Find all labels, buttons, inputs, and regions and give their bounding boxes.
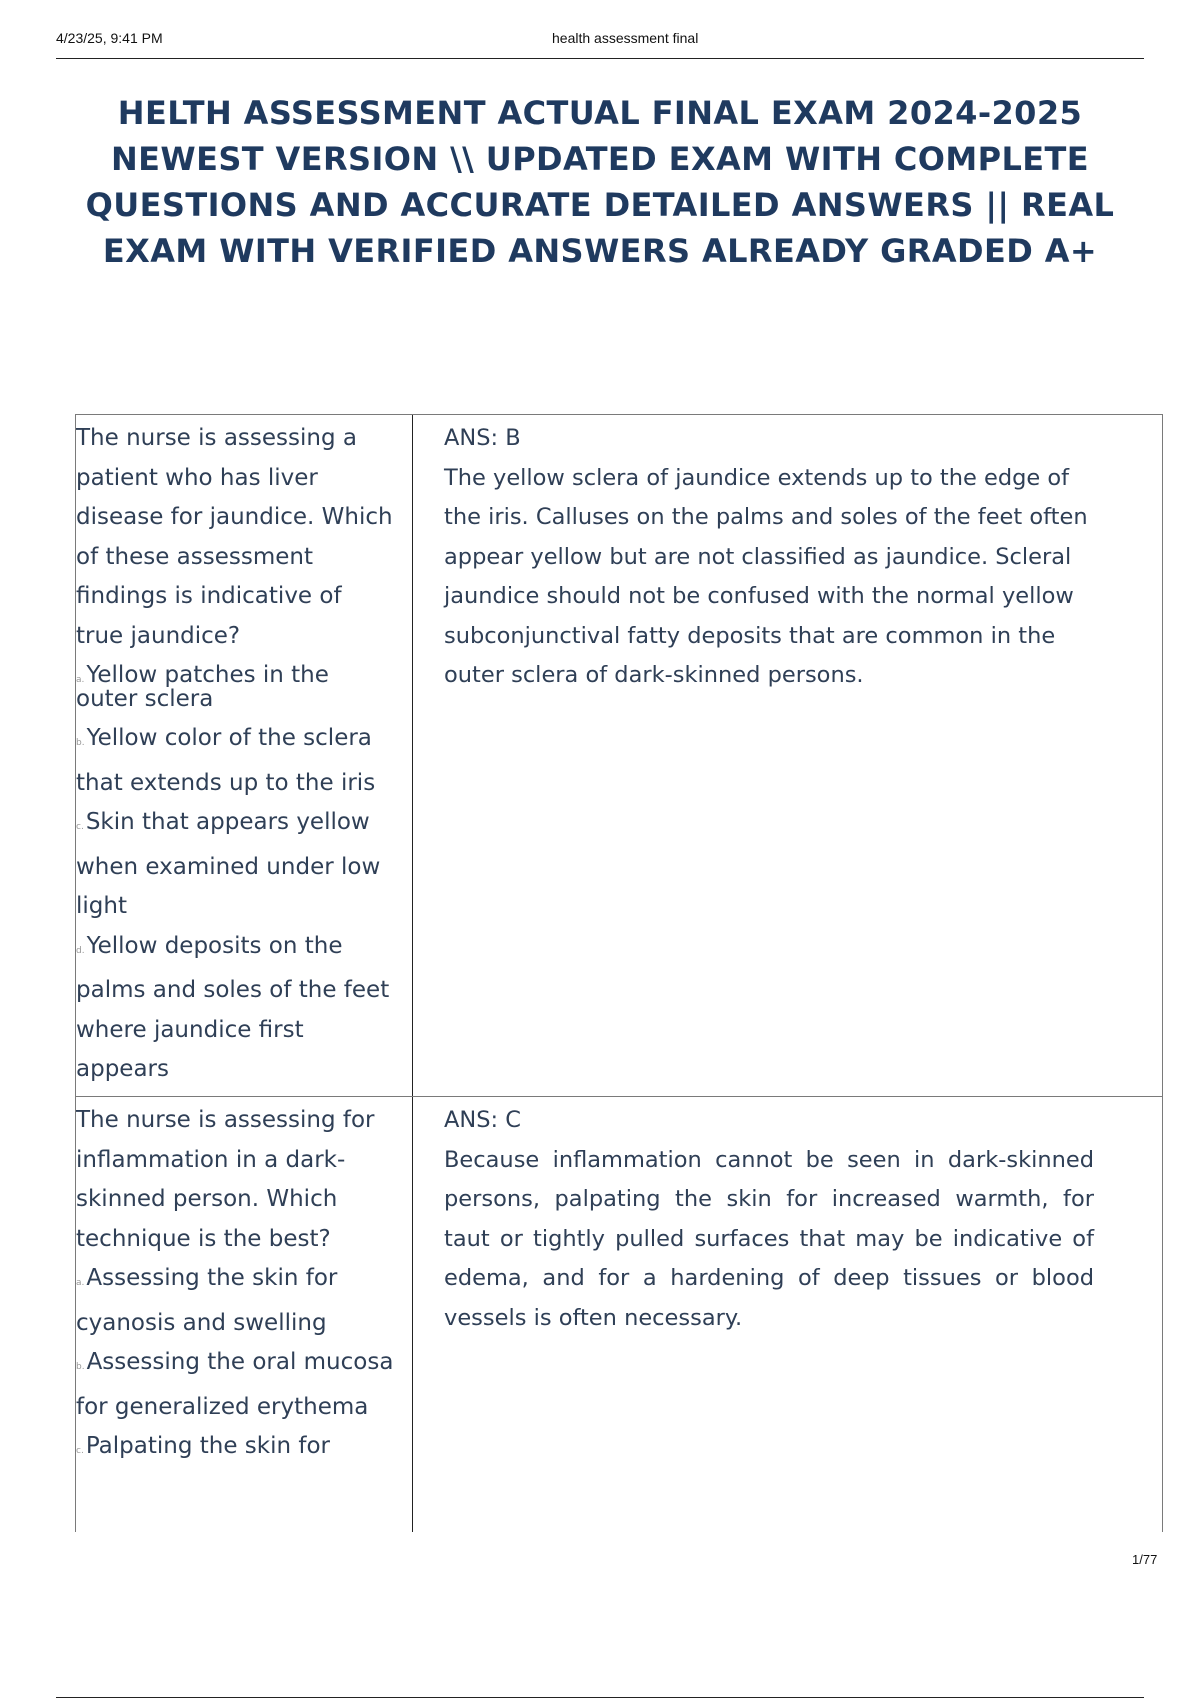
option-a: a.Assessing the skin for cyanosis and swelling	[76, 1265, 338, 1336]
option-c: c.Palpating the skin for	[76, 1433, 330, 1459]
qa-table	[75, 414, 1163, 1532]
option-b: b.Assessing the oral mucosa for generalized erythema	[76, 1349, 394, 1420]
question-cell	[76, 419, 396, 1090]
qa-row	[76, 1097, 1162, 1532]
option-d: d.Yellow deposits on the palms and soles of the feet where jaundice first appears	[76, 932, 390, 1082]
footer-rule	[56, 1697, 1144, 1698]
question-cell	[76, 1101, 396, 1472]
exam-title: HELTH ASSESSMENT ACTUAL FINAL EXAM 2024-2025 NEWEST VERSION \\ UPDATED EXAM WITH COMPLETE QUESTIONS AND ACCURATE DETAILED ANSWERS || REAL EXAM WITH VERIFIED ANSWERS ALREADY GRADED A+	[85, 94, 1115, 270]
rationale-text: Because inflammation cannot be seen in dark-skinned persons, palpating the skin for increased warmth, for taut or tightly pulled surfaces that may be indicative of edema, and for a hardening of deep tissues or blood vessels is often necessary.	[444, 1146, 1094, 1331]
question-stem: The nurse is assessing a patient who has liver disease for jaundice. Which of these assessment findings is indicative of true jaundice?	[76, 425, 393, 649]
print-date: 4/23/25, 9:41 PM	[56, 30, 163, 46]
rationale-text: The yellow sclera of jaundice extends up to the edge of the iris. Calluses on the palms and soles of the feet often appear yellow but are not classified as jaundice. Scleral jaundice should not be confused with the normal yellow subconjunctival fatty deposits that are common in the outer sclera of dark-skinned persons.	[444, 464, 1088, 688]
option-a: a.Yellow patches in the outer sclera	[76, 662, 329, 712]
question-stem: The nurse is assessing for inflammation in a dark-skinned person. Which technique is the best?	[76, 1107, 375, 1252]
answer-key: ANS: B	[444, 425, 521, 451]
column-divider	[412, 1097, 413, 1532]
qa-row	[76, 415, 1162, 1097]
option-c: c.Skin that appears yellow when examined under low light	[76, 809, 381, 919]
answer-key: ANS: C	[444, 1107, 521, 1133]
document-name: health assessment final	[552, 30, 699, 46]
column-divider	[412, 415, 413, 1096]
page-number: 1/77	[1132, 1552, 1158, 1567]
option-b: b.Yellow color of the sclera that extends up to the iris	[76, 725, 376, 796]
print-header	[56, 28, 1144, 59]
answer-cell	[444, 1101, 1094, 1338]
answer-cell	[444, 419, 1094, 696]
